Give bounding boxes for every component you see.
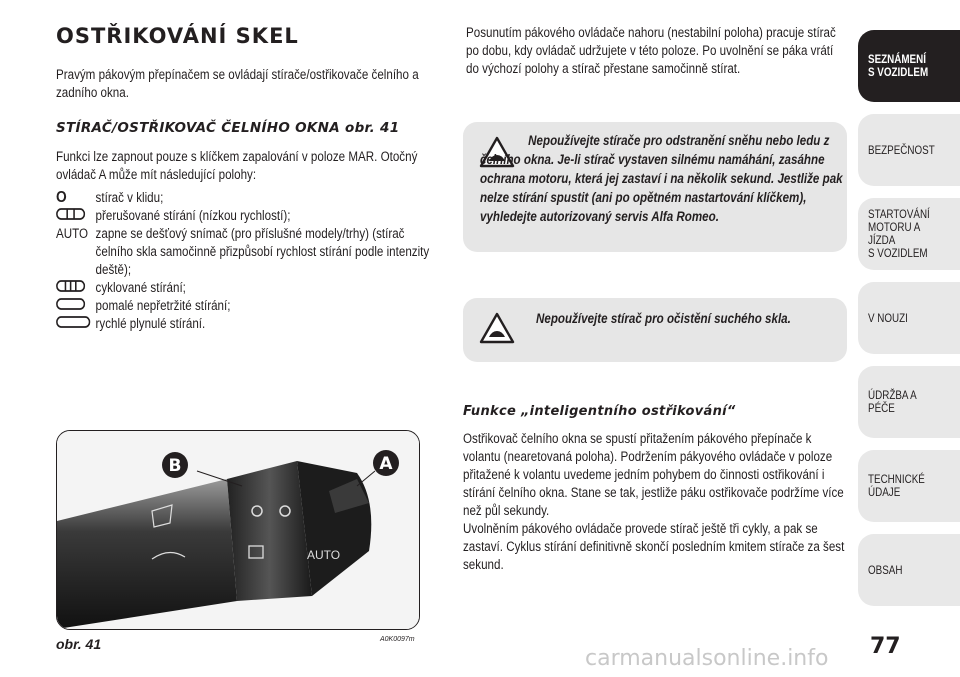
list-item: cyklované stírání; [56,279,439,297]
tab-bezpecnost[interactable]: BEZPEČNOST [858,114,960,186]
warning-text-snow: Nepoužívejte stírače pro odstranění sněhu nebo ledu z čelního okna. Je-li stírač vystaven silnému namáhání, zasáhne ochrana motoru, která jej zastaví i na několik sekund. Jestliže pak nelze stírání spustit (ani po opětném nastartování klíčkem), vyhledejte autorizovaný servis Alfa Romeo. [480,133,843,224]
tab-v-nouzi[interactable]: V NOUZI [858,282,960,354]
section-text: Funkci lze zapnout pouze s klíčkem zapalování v poloze MAR. Otočný ovládač A může mít následující polohy: [56,149,418,182]
chapter-sidebar [858,0,960,677]
slow-symbol-icon [56,297,85,311]
wiper-lever-illustration [57,431,419,629]
warning-triangle-icon [479,312,515,344]
lever-figure [56,430,420,630]
label-a: A [379,454,393,474]
section-heading: STÍRAČ/OSTŘIKOVAČ ČELNÍHO OKNA obr. 41 [56,120,400,136]
warning-box-snow [463,122,847,252]
label-b: B [168,456,182,476]
list-item: přerušované stírání (nízkou rychlostí); [56,207,439,225]
figure-auto-label: AUTO [307,548,341,562]
page-title: OSTŘIKOVÁNÍ SKEL [56,24,299,48]
list-item: AUTO zapne se dešťový snímač (pro příslušné modely/trhy) (stírač čelního skla samočinně přizpůsobí rychlost stírání podle intenzity deště); [56,226,430,277]
figure-code: A0K0097m [380,636,415,643]
tab-obsah[interactable]: OBSAH [858,534,960,606]
interval-symbol-icon [56,207,85,221]
page-number: 77 [870,634,901,659]
smart-wash-heading: Funkce „inteligentního ostřikování“ [463,404,736,419]
smart-wash-text-2: Uvolněním pákového ovládače provede stírač ještě tři cykly, a pak se zastaví. Cyklus stírání definitivně skončí posledním kmitem stírače za šest sekund. [463,521,845,572]
fast-symbol-icon [56,315,90,329]
auto-symbol: AUTO [56,226,89,241]
watermark: carmanualsonline.info [585,646,829,671]
list-item: pomalé nepřetržité stírání; [56,297,439,315]
figure-caption: obr. 41 [56,636,102,652]
cyclic-symbol-icon [56,279,85,293]
circle-symbol-icon: O [56,189,67,206]
tab-udrzba[interactable]: ÚDRŽBA A PÉČE [858,366,960,438]
list-item: O stírač v klidu; [56,189,164,206]
positions-list [56,189,439,333]
intro-text: Pravým pákovým přepínačem se ovládají stírače/ostřikovače čelního a zadního okna. [56,67,419,100]
warning-box-dry [463,298,847,362]
tab-startovani[interactable]: STARTOVÁNÍ MOTORU A JÍZDA S VOZIDLEM [858,198,960,270]
warning-text-dry: Nepoužívejte stírač pro očistění suchého skla. [536,311,791,326]
list-item: rychlé plynulé stírání. [56,315,439,333]
tab-technicke-udaje[interactable]: TECHNICKÉ ÚDAJE [858,450,960,522]
tab-seznameni[interactable]: SEZNÁMENÍ S VOZIDLEM [858,30,960,102]
smart-wash-text-1: Ostřikovač čelního okna se spustí přitažením pákového přepínače k volantu (nearetovaná poloha). Podržením pákyového ovládače v poloze přitažené k volantu uvedeme jedním pohybem do činnosti ostřikování i stírání čelního okna. Stane se tak, jestliže páku ostřikovače podržíme více než půl sekundy. [463,431,844,518]
right-intro-text: Posunutím pákového ovládače nahoru (nestabilní poloha) pracuje stírač po dobu, kdy ovládač udržujete v této poloze. Po uvolnění se páka vrátí do výchozí polohy a stírač přestane samočinně stírat. [466,25,836,76]
